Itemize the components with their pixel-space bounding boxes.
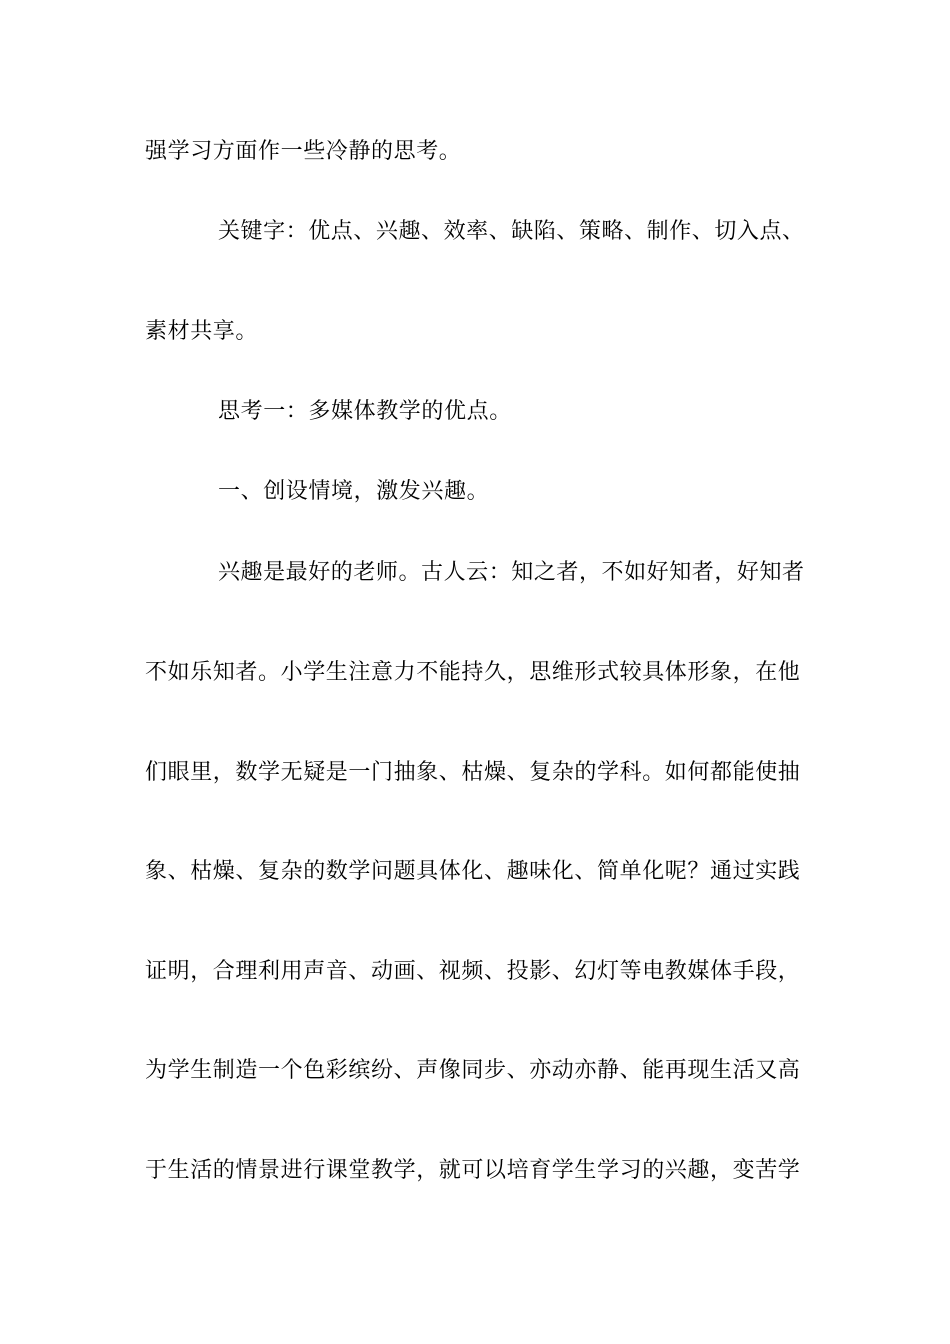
text-line: 强学习方面作一些冷静的思考。	[145, 139, 462, 164]
text-line: 不如乐知者。小学生注意力不能持久，思维形式较具体形象，在他	[145, 660, 801, 685]
section-heading: 思考一：多媒体教学的优点。	[218, 399, 512, 424]
text-line: 象、枯燥、复杂的数学问题具体化、趣味化、简单化呢？通过实践	[145, 859, 801, 884]
text-line: 于生活的情景进行课堂教学，就可以培育学生学习的兴趣，变苦学	[145, 1158, 801, 1183]
keywords-line: 关键字：优点、兴趣、效率、缺陷、策略、制作、切入点、	[218, 219, 805, 244]
text-line: 证明，合理利用声音、动画、视频、投影、幻灯等电教媒体手段，	[145, 959, 801, 984]
text-line: 素材共享。	[145, 319, 259, 344]
text-line: 为学生制造一个色彩缤纷、声像同步、亦动亦静、能再现生活又高	[145, 1058, 801, 1083]
text-line: 兴趣是最好的老师。古人云：知之者，不如好知者，好知者	[218, 560, 805, 585]
text-line: 们眼里，数学无疑是一门抽象、枯燥、复杂的学科。如何都能使抽	[145, 760, 801, 785]
subsection-heading: 一、创设情境，激发兴趣。	[218, 479, 490, 504]
